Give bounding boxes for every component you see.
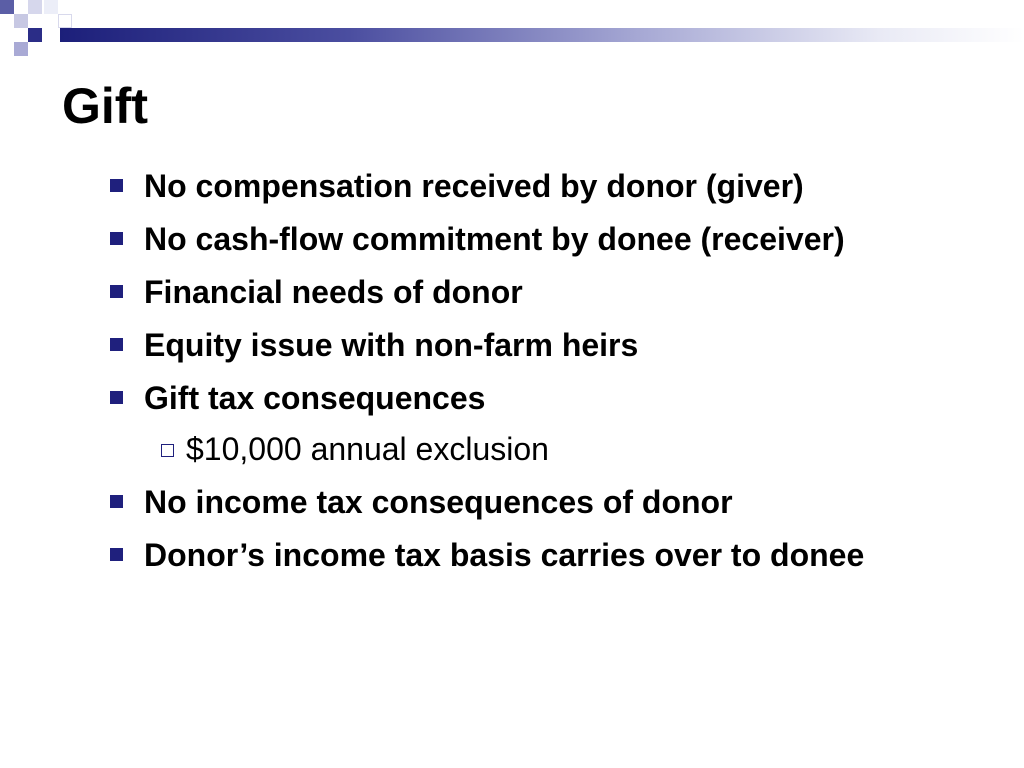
bullet-text: Equity issue with non-farm heirs	[144, 327, 639, 363]
decorative-square	[58, 14, 72, 28]
bullet-item	[105, 377, 985, 419]
bullet-list	[105, 165, 985, 587]
square-bullet-icon	[110, 495, 123, 508]
bullet-item	[105, 534, 985, 576]
bullet-text: Gift tax consequences	[144, 380, 486, 416]
square-bullet-icon	[110, 179, 123, 192]
bullet-item	[105, 165, 985, 207]
decorative-header-band	[0, 0, 1024, 64]
decorative-square	[44, 0, 58, 14]
square-bullet-icon	[110, 391, 123, 404]
square-bullet-icon	[110, 285, 123, 298]
bullet-item	[105, 271, 985, 313]
square-bullet-icon	[110, 338, 123, 351]
bullet-text: Donor’s income tax basis carries over to donee	[144, 537, 865, 573]
bullet-text: Financial needs of donor	[144, 274, 523, 310]
decorative-square	[28, 0, 42, 14]
sub-bullet-text: $10,000 annual exclusion	[186, 431, 549, 467]
bullet-text: No cash-flow commitment by donee (receiver)	[144, 221, 845, 257]
sub-bullet-item	[105, 428, 985, 470]
bullet-text: No income tax consequences of donor	[144, 484, 733, 520]
slide-title: Gift	[62, 78, 149, 134]
decorative-square	[14, 42, 28, 56]
bullet-text: No compensation received by donor (giver)	[144, 168, 804, 204]
bullet-item	[105, 481, 985, 523]
decorative-gradient-bar	[60, 28, 1024, 42]
bullet-item	[105, 218, 985, 260]
decorative-square	[28, 28, 42, 42]
decorative-square	[0, 0, 14, 14]
decorative-square	[14, 14, 28, 28]
square-bullet-icon	[110, 548, 123, 561]
square-bullet-icon	[110, 232, 123, 245]
bullet-item	[105, 324, 985, 366]
hollow-square-bullet-icon	[161, 444, 174, 457]
